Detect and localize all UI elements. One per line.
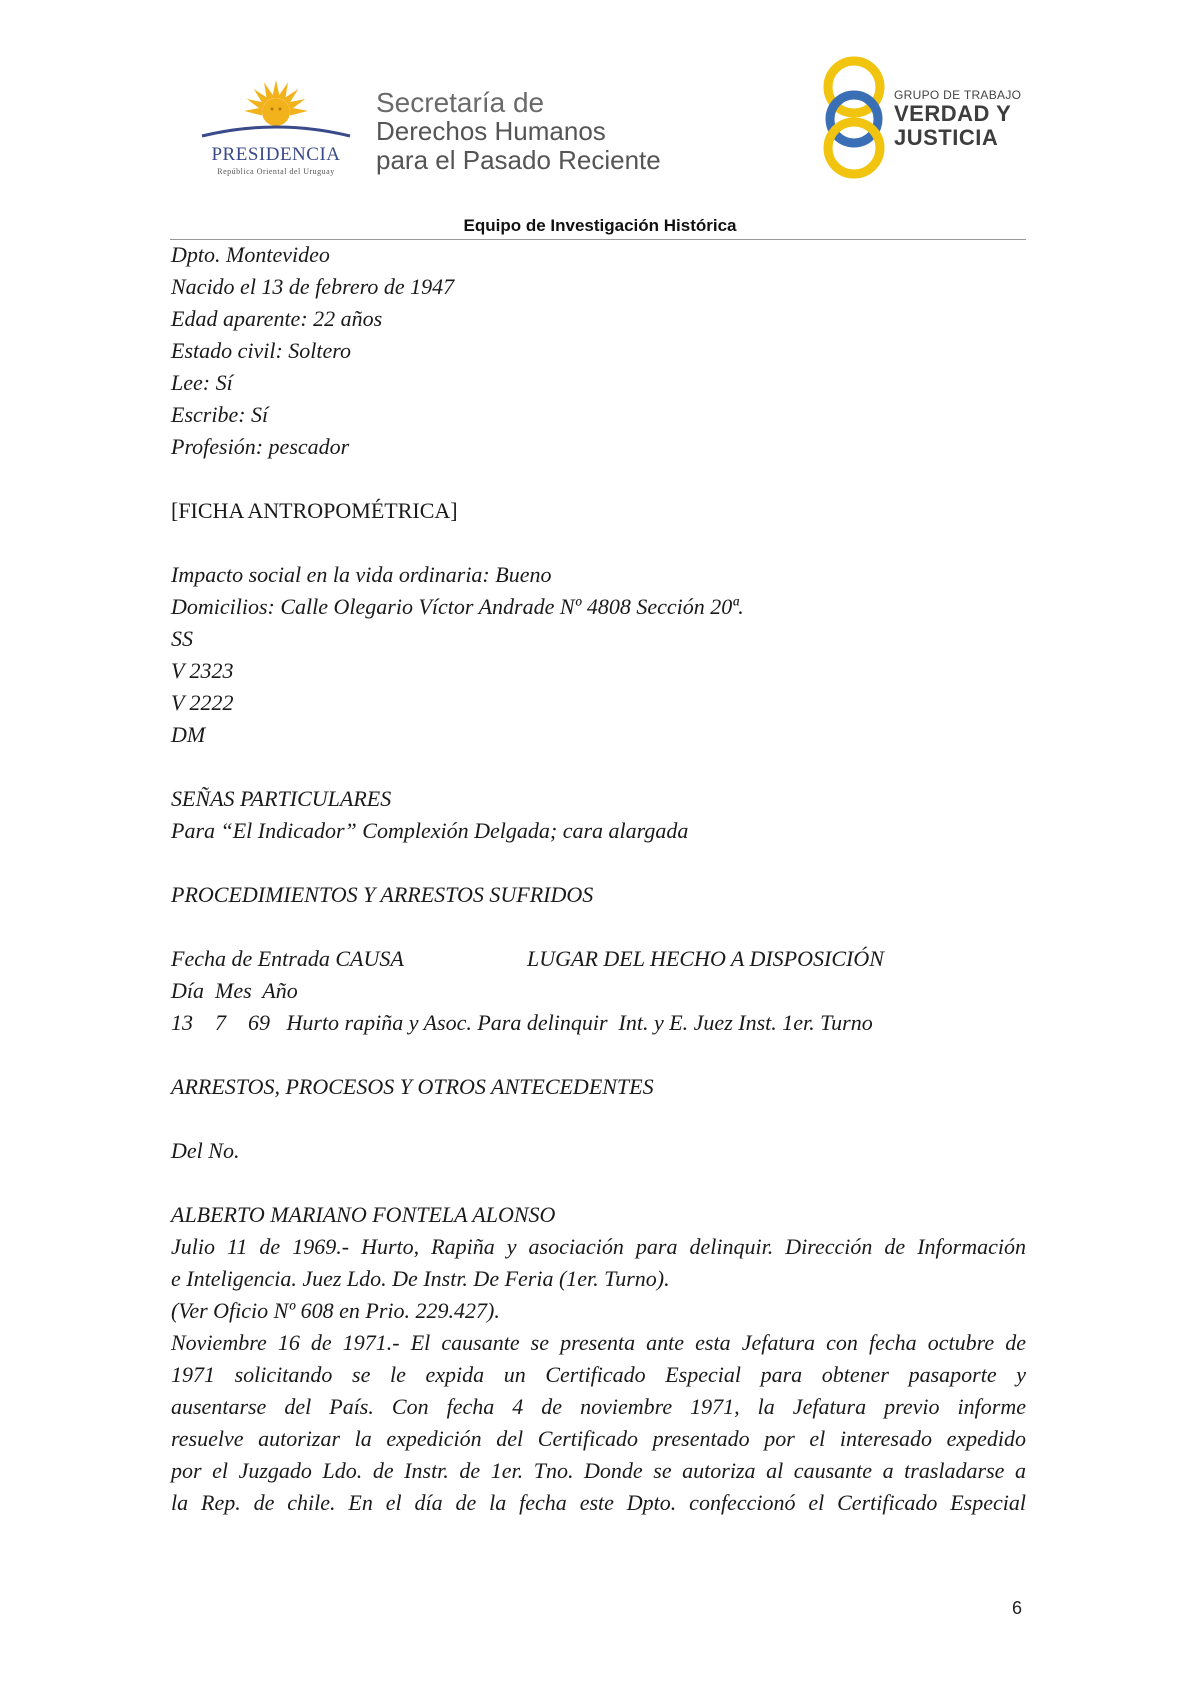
estado-civil-line: Estado civil: Soltero [171, 338, 352, 363]
grupo-line-1: VERDAD Y [894, 101, 1012, 126]
linked-rings-icon [820, 55, 892, 180]
paragraph-2-line-6: la Rep. de chile. En el día de la fecha este Dpto. confeccionó el Certificado Especial [171, 1490, 1026, 1515]
paragraph-2-line-2: 1971 solicitando se le expida un Certificado Especial para obtener pasaporte y [171, 1362, 1026, 1387]
del-no-line: Del No. [171, 1138, 240, 1163]
page-number: 6 [1012, 1598, 1023, 1618]
v-line-1: V 2323 [171, 658, 234, 683]
table-header-row [171, 943, 1026, 975]
nacido-line: Nacido el 13 de febrero de 1947 [171, 274, 455, 299]
secretaria-line-2: Derechos Humanos [376, 116, 606, 146]
domicilios-line: Domicilios: Calle Olegario Víctor Andrade Nº 4808 Sección 20ª. [171, 594, 744, 619]
escribe-line: Escribe: Sí [171, 402, 269, 427]
arrestos-heading: ARRESTOS, PROCESOS Y OTROS ANTECEDENTES [171, 1074, 654, 1099]
secretaria-line-3: para el Pasado Reciente [376, 145, 661, 175]
presidencia-logo [196, 78, 356, 178]
senas-line: Para “El Indicador” Complexión Delgada; cara alargada [171, 818, 689, 843]
paragraph-2-line-3: ausentarse del País. Con fecha 4 de noviembre 1971, la Jefatura previo informe [171, 1394, 1026, 1419]
grupo-trabajo-logo [820, 55, 1030, 180]
paragraph-2-line-5: por el Juzgado Ldo. de Instr. de 1er. Tno. Donde se autoriza al causante a trasladarse a [171, 1458, 1026, 1483]
document-body [171, 239, 1026, 1519]
team-title: Equipo de Investigación Histórica [463, 216, 737, 235]
procedimientos-heading: PROCEDIMIENTOS Y ARRESTOS SUFRIDOS [171, 882, 594, 907]
table-head-left: Fecha de Entrada CAUSA [171, 946, 404, 971]
page-header [0, 0, 1190, 210]
dpto-line: Dpto. Montevideo [171, 242, 330, 267]
table-row: 13 7 69 Hurto rapiña y Asoc. Para delinquir Int. y E. Juez Inst. 1er. Turno [171, 1010, 873, 1035]
edad-line: Edad aparente: 22 años [171, 306, 383, 331]
impacto-line: Impacto social en la vida ordinaria: Bueno [171, 562, 552, 587]
secretaria-logo-text [376, 88, 661, 175]
dm-line: DM [171, 722, 206, 747]
grupo-line-2: JUSTICIA [894, 125, 999, 150]
paragraph-1-line-2: e Inteligencia. Juez Ldo. De Instr. De Feria (1er. Turno). [171, 1266, 670, 1291]
grupo-small-text: GRUPO DE TRABAJO [894, 88, 1022, 102]
sun-emblem-icon [196, 78, 356, 144]
person-name: ALBERTO MARIANO FONTELA ALONSO [171, 1202, 556, 1227]
ficha-heading: [FICHA ANTROPOMÉTRICA] [171, 498, 458, 523]
secretaria-line-1: Secretaría de [376, 87, 545, 118]
paragraph-1-line-3: (Ver Oficio Nº 608 en Prio. 229.427). [171, 1298, 500, 1323]
paragraph-1-line-1: Julio 11 de 1969.- Hurto, Rapiña y asociación para delinquir. Dirección de Información [171, 1234, 1026, 1259]
lee-line: Lee: Sí [171, 370, 233, 395]
paragraph-2-line-4: resuelve autorizar la expedición del Certificado presentado por el interesado expedido [171, 1426, 1026, 1451]
presidencia-subtitle: República Oriental del Uruguay [217, 167, 335, 176]
presidencia-word: PRESIDENCIA [211, 144, 341, 165]
table-sub-header: Día Mes Año [171, 978, 298, 1003]
v-line-2: V 2222 [171, 690, 234, 715]
ss-line: SS [171, 626, 193, 651]
table-head-right: LUGAR DEL HECHO A DISPOSICIÓN [527, 946, 884, 971]
paragraph-2-line-1: Noviembre 16 de 1971.- El causante se presenta ante esta Jefatura con fecha octubre de [171, 1330, 1026, 1355]
profesion-line: Profesión: pescador [171, 434, 350, 459]
senas-heading: SEÑAS PARTICULARES [171, 786, 392, 811]
